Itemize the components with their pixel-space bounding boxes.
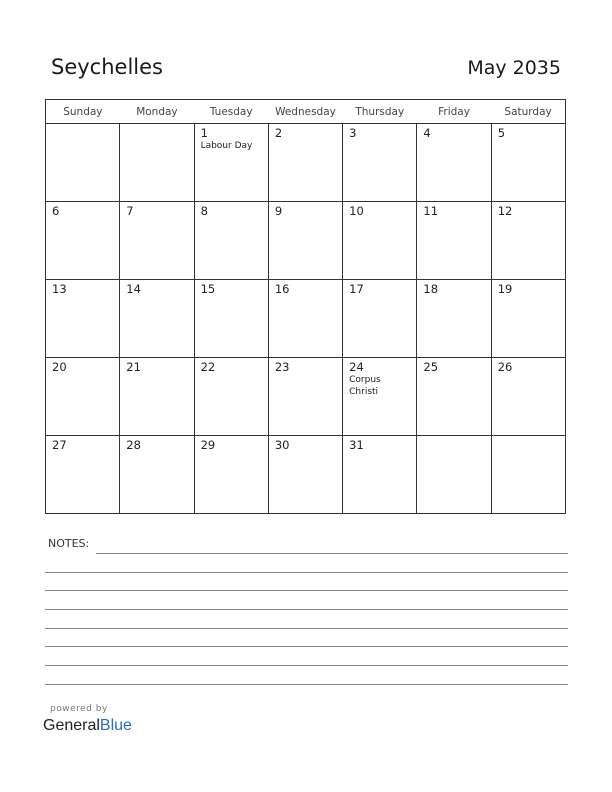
day-cell[interactable]: [491, 358, 565, 436]
day-cell[interactable]: [46, 202, 120, 280]
day-number: 8: [200, 204, 208, 218]
day-number: 12: [497, 204, 513, 218]
day-cell[interactable]: [120, 124, 194, 202]
holiday-label: Corpus Christi: [349, 375, 381, 397]
day-cell[interactable]: [268, 124, 342, 202]
day-cell[interactable]: [46, 280, 120, 358]
day-cell[interactable]: [194, 202, 268, 280]
brand-general: General: [43, 717, 100, 734]
day-number: 3: [349, 126, 357, 140]
weekday-saturday: Saturday: [491, 100, 565, 124]
week-row: [46, 436, 566, 514]
notes-line: [45, 590, 568, 591]
week-row: [46, 358, 566, 436]
day-cell[interactable]: [194, 436, 268, 514]
day-cell[interactable]: [268, 202, 342, 280]
day-number: 31: [349, 438, 364, 452]
notes-line: [45, 572, 568, 573]
day-number: 4: [423, 126, 431, 140]
day-cell[interactable]: [417, 436, 491, 514]
day-cell[interactable]: [343, 436, 417, 514]
holiday-label: Labour Day: [200, 141, 253, 151]
week-row: [46, 124, 566, 202]
day-number: 16: [274, 282, 290, 296]
day-cell[interactable]: [120, 436, 194, 514]
day-number: 5: [497, 126, 506, 140]
day-cell[interactable]: [417, 280, 491, 358]
day-number: 19: [497, 282, 513, 296]
day-cell[interactable]: [417, 124, 491, 202]
day-number: 28: [126, 438, 141, 452]
weekday-thursday: Thursday: [343, 100, 417, 124]
weekday-friday: Friday: [417, 100, 491, 124]
calendar-country-title: Seychelles: [51, 55, 163, 79]
notes-line: [45, 665, 568, 666]
weekday-wednesday: Wednesday: [268, 100, 342, 124]
weekday-tuesday: Tuesday: [194, 100, 268, 124]
day-cell[interactable]: [120, 358, 194, 436]
generalblue-logo[interactable]: [43, 717, 132, 735]
day-number: 10: [349, 204, 364, 218]
day-cell[interactable]: [417, 358, 491, 436]
day-cell[interactable]: [268, 358, 342, 436]
day-number: 7: [126, 204, 134, 218]
day-cell[interactable]: [268, 436, 342, 514]
day-number: 20: [52, 360, 67, 374]
day-cell[interactable]: [268, 280, 342, 358]
week-row: [46, 280, 566, 358]
notes-line: [45, 628, 568, 629]
notes-line: [96, 553, 568, 554]
day-cell[interactable]: [491, 280, 565, 358]
day-number: 11: [423, 204, 439, 218]
day-number: 25: [423, 360, 439, 374]
weekday-monday: Monday: [120, 100, 194, 124]
day-cell[interactable]: [194, 280, 268, 358]
day-cell[interactable]: [46, 436, 120, 514]
day-cell[interactable]: [343, 124, 417, 202]
day-cell[interactable]: [194, 124, 268, 202]
weekday-sunday: Sunday: [46, 100, 120, 124]
day-cell[interactable]: [343, 358, 417, 436]
day-cell[interactable]: [120, 202, 194, 280]
day-number: 26: [497, 360, 513, 374]
day-number: 17: [349, 282, 364, 296]
day-cell[interactable]: [120, 280, 194, 358]
notes-label: NOTES:: [48, 537, 90, 550]
day-number: 30: [274, 438, 290, 452]
day-number: 27: [52, 438, 67, 452]
day-cell[interactable]: [491, 202, 565, 280]
day-number: 1: [200, 126, 208, 140]
day-number: 24: [349, 360, 364, 374]
day-number: 15: [200, 282, 216, 296]
day-cell[interactable]: [491, 124, 565, 202]
day-number: 2: [274, 126, 283, 140]
day-number: 23: [274, 360, 290, 374]
day-cell[interactable]: [46, 358, 120, 436]
brand-blue: Blue: [99, 717, 132, 734]
day-number: 14: [126, 282, 141, 296]
notes-line: [45, 646, 568, 647]
day-number: 29: [200, 438, 216, 452]
day-number: 22: [200, 360, 216, 374]
day-cell[interactable]: [343, 202, 417, 280]
day-number: 9: [274, 204, 283, 218]
day-cell[interactable]: [417, 202, 491, 280]
day-number: 6: [52, 204, 60, 218]
calendar-grid: [45, 99, 566, 514]
day-number: 18: [423, 282, 439, 296]
day-cell[interactable]: [491, 436, 565, 514]
calendar-month-title: May 2035: [467, 57, 561, 79]
weekday-header-row: [46, 100, 566, 124]
week-row: [46, 202, 566, 280]
day-number: 21: [126, 360, 141, 374]
powered-by-text: powered by: [50, 704, 108, 714]
day-cell[interactable]: [343, 280, 417, 358]
day-number: 13: [52, 282, 67, 296]
day-cell[interactable]: [194, 358, 268, 436]
notes-line: [45, 609, 568, 610]
notes-line: [45, 684, 568, 685]
day-cell[interactable]: [46, 124, 120, 202]
